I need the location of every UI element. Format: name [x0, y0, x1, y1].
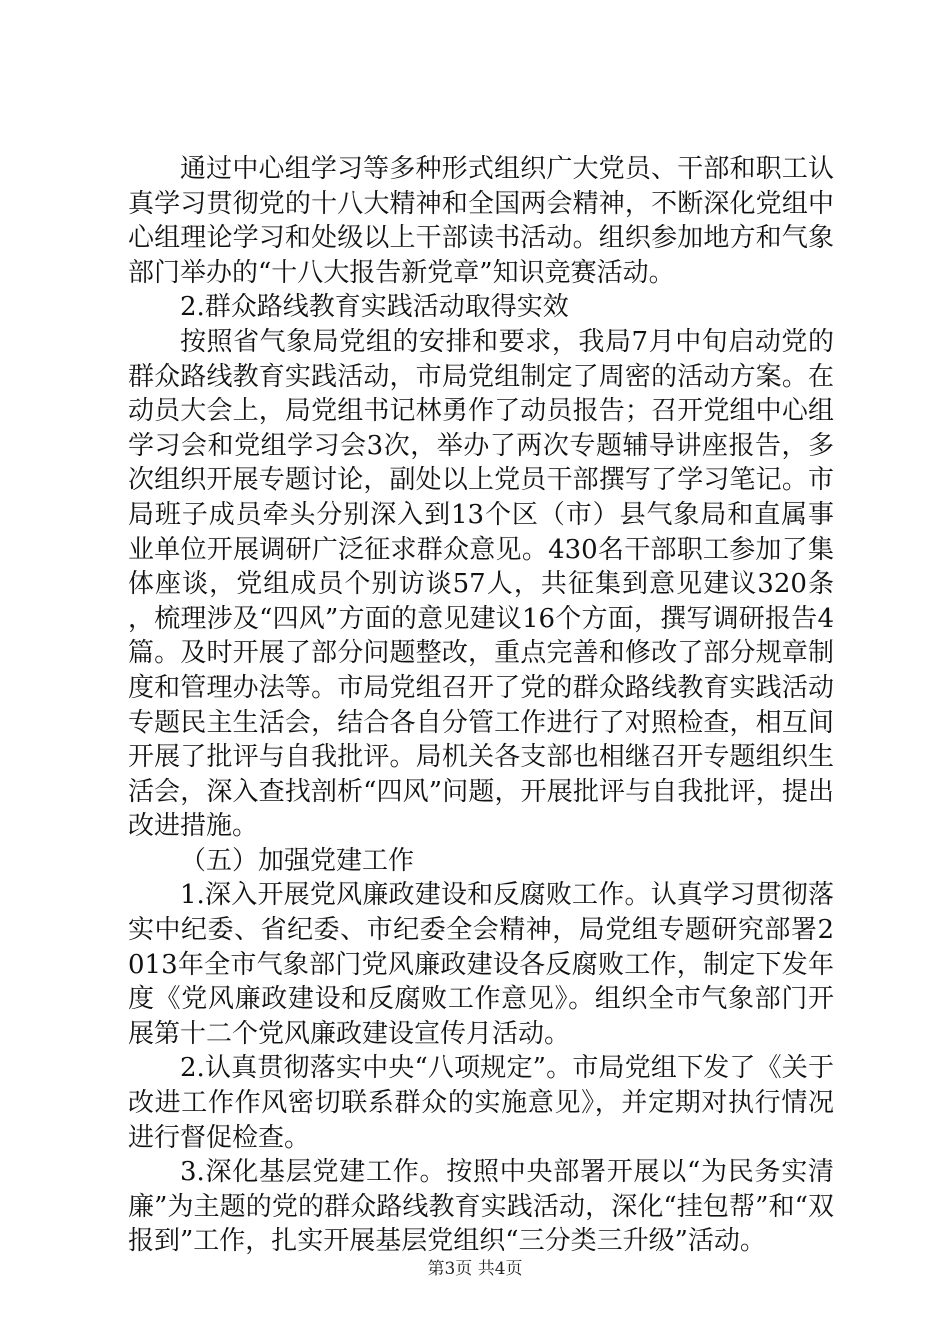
section-heading-party-building: （五）加强党建工作 — [180, 845, 415, 876]
document-body — [128, 152, 834, 1259]
subheading-mass-line: 2.群众路线教育实践活动取得实效 — [180, 292, 569, 323]
paragraph-mass-line: 按照省气象局党组的安排和要求，我局7月中旬启动党的群众路线教育实践活动，市局党组制定了周密的活动方案。在动员大会上，局党组书记林勇作了动员报告；召开党组中心组学习会和党组学习会3次，举办了两次专题辅导讲座报告，多次组织开展专题讨论，副处以上党员干部撰写了学习笔记。市局班子成员牵头分别深入到13个区（市）县气象局和直属事业单位开展调研广泛征求群众意见。430名干部职工参加了集体座谈，党组成员个别访谈57人，共征集到意见建议320条，梳理涉及“四风”方面的意见建议16个方面，撰写调研报告4篇。及时开展了部分问题整改，重点完善和修改了部分规章制度和管理办法等。市局党组召开了党的群众路线教育实践活动专题民主生活会，结合各自分管工作进行了对照检查，相互间开展了批评与自我批评。局机关各支部也相继召开专题组织生活会，深入查找剖析“四风”问题，开展批评与自我批评，提出改进措施。 — [128, 326, 834, 842]
paragraph-grassroots: 3.深化基层党建工作。按照中央部署开展以“为民务实清廉”为主题的党的群众路线教育实践活动，深化“挂包帮”和“双报到”工作，扎实开展基层党组织“三分类三升级”活动。 — [128, 1157, 834, 1257]
paragraph-study: 通过中心组学习等多种形式组织广大党员、干部和职工认真学习贯彻党的十八大精神和全国两会精神，不断深化党组中心组理论学习和处级以上干部读书活动。组织参加地方和气象部门举办的“十八大报告新党章”知识竞赛活动。 — [128, 154, 834, 288]
paragraph-anti-corruption: 1.深入开展党风廉政建设和反腐败工作。认真学习贯彻落实中纪委、省纪委、市纪委全会精神，局党组专题研究部署2013年全市气象部门党风廉政建设各反腐败工作，制定下发年度《党风廉政建设和反腐败工作意见》。组织全市气象部门开展第十二个党风廉政建设宣传月活动。 — [128, 880, 834, 1049]
page-number: 第3页 共4页 — [427, 1259, 523, 1279]
paragraph-eight-rules: 2.认真贯彻落实中央“八项规定”。市局党组下发了《关于改进工作作风密切联系群众的实施意见》，并定期对执行情况进行督促检查。 — [128, 1053, 834, 1153]
